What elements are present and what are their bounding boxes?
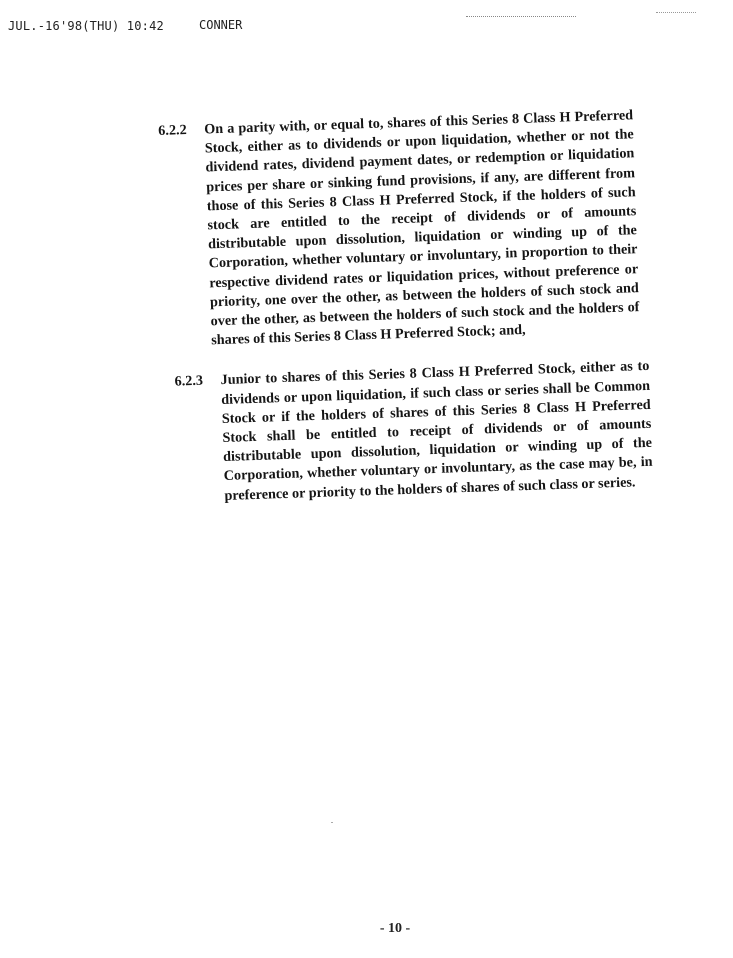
clause-6-2-2 (158, 106, 640, 352)
document-body (158, 106, 653, 507)
fax-sender: CONNER (199, 18, 243, 32)
clause-number: 6.2.2 (158, 122, 187, 139)
page-number: - 10 - (379, 921, 411, 936)
scan-speck (331, 822, 333, 823)
fax-header-noise (466, 16, 576, 25)
clause-6-2-3 (174, 357, 653, 507)
fax-date-time: JUL.-16'98(THU) 10:42 (8, 19, 164, 33)
fax-header (0, 0, 733, 40)
clause-text: On a parity with, or equal to, shares of this Series 8 Class H Preferred Stock, either as to dividends or upon liquidation, whether or not the dividend rates, dividend payment dates, or redemption or liquidation prices per share or sinking fund provisions, if any, are different from those of this Series 8 Class H Preferred Stock, if the holders of such stock are entitled to the receipt of dividends or of amounts distributable upon dissolution, liquidation or winding up of the Corporation, whether voluntary or involuntary, in proportion to their respective dividend rates or liquidation prices, without preference or priority, one over the other, as between the holders of such stock and over the other, as between the holders of such stock and the holders of shares of this Series 8 Class H Preferred Stock; and, (204, 107, 640, 349)
fax-header-noise (656, 12, 696, 21)
clause-text: Junior to shares of this Series 8 Class H Preferred Stock, either as to dividends or upon liquidation, if such class or series shall be Common Stock or if the holders of shares of this Series 8 Class H Preferred Stock shall be entitled to receipt of dividends or of amounts distributable upon dissolution, liquidation or winding up of the Corporation, whether voluntary or involuntary, as the case may be, in preference or priority to the holders of shares of such class or series. (220, 358, 653, 504)
clause-number: 6.2.3 (174, 373, 204, 391)
